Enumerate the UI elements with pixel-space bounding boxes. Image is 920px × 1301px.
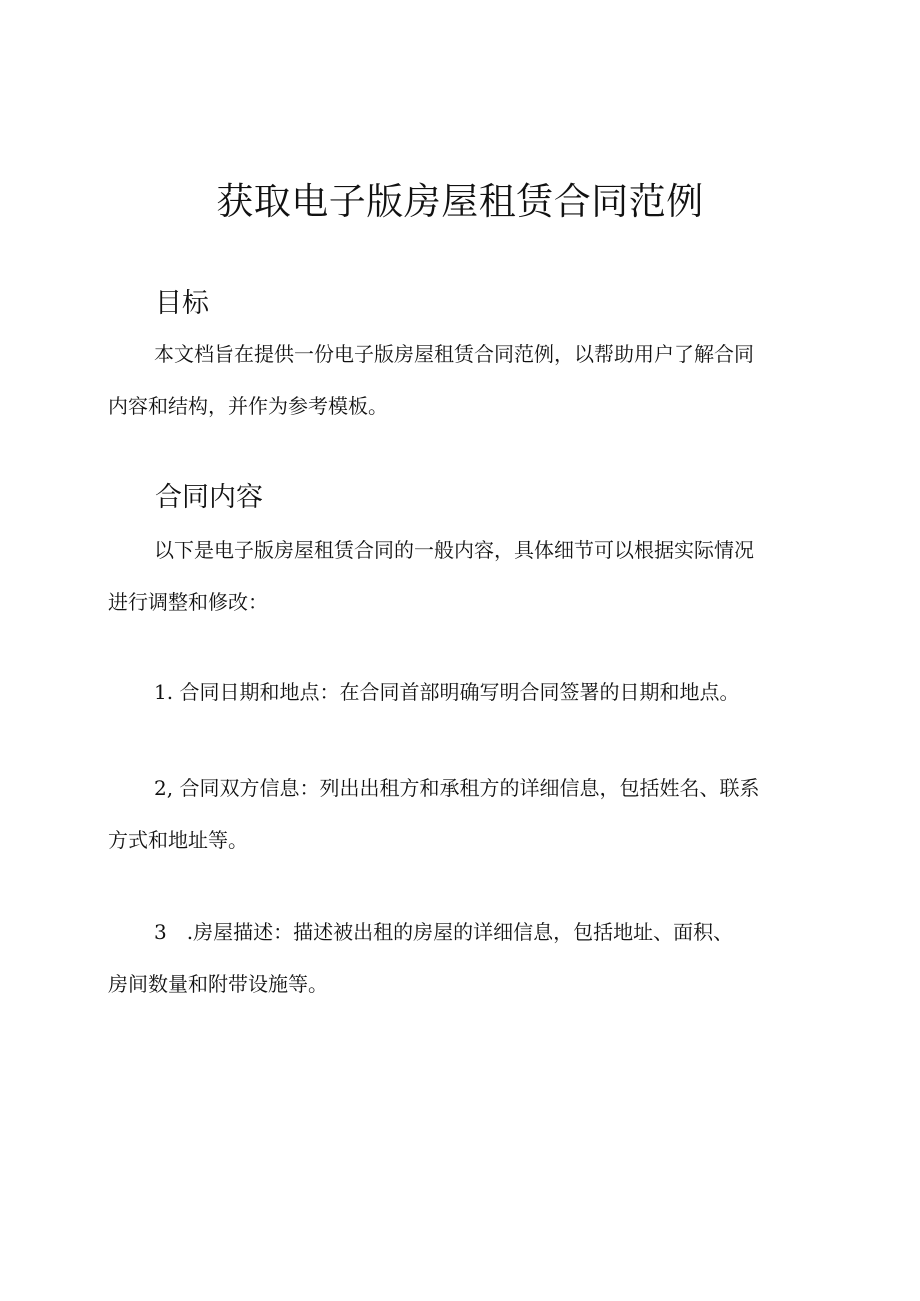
paragraph-line: 2, 合同双方信息：列出出租方和承租方的详细信息，包括姓名、联系: [154, 776, 760, 800]
section-heading-contract-content: 合同内容: [155, 482, 263, 513]
list-item-1: [108, 666, 808, 718]
paragraph-line: 房间数量和附带设施等。: [108, 972, 328, 996]
paragraph-line: 内容和结构，并作为参考模板。: [108, 394, 388, 418]
list-item-3: [108, 906, 808, 1010]
paragraph-line: 以下是电子版房屋租赁合同的一般内容，具体细节可以根据实际情况: [154, 538, 754, 562]
list-item-2: [108, 762, 808, 866]
contract-intro-paragraph: [108, 524, 808, 628]
paragraph-line: 1. 合同日期和地点：在合同首部明确写明合同签署的日期和地点。: [154, 680, 740, 704]
document-title: 获取电子版房屋租赁合同范例: [216, 180, 704, 223]
section-heading-goal: 目标: [155, 288, 209, 319]
paragraph-line: 本文档旨在提供一份电子版房屋租赁合同范例，以帮助用户了解合同: [154, 342, 754, 366]
goal-paragraph: [108, 328, 808, 432]
paragraph-line: 3 .房屋描述：描述被出租的房屋的详细信息，包括地址、面积、: [154, 920, 734, 944]
paragraph-line: 进行调整和修改：: [108, 590, 268, 614]
paragraph-line: 方式和地址等。: [108, 828, 248, 852]
